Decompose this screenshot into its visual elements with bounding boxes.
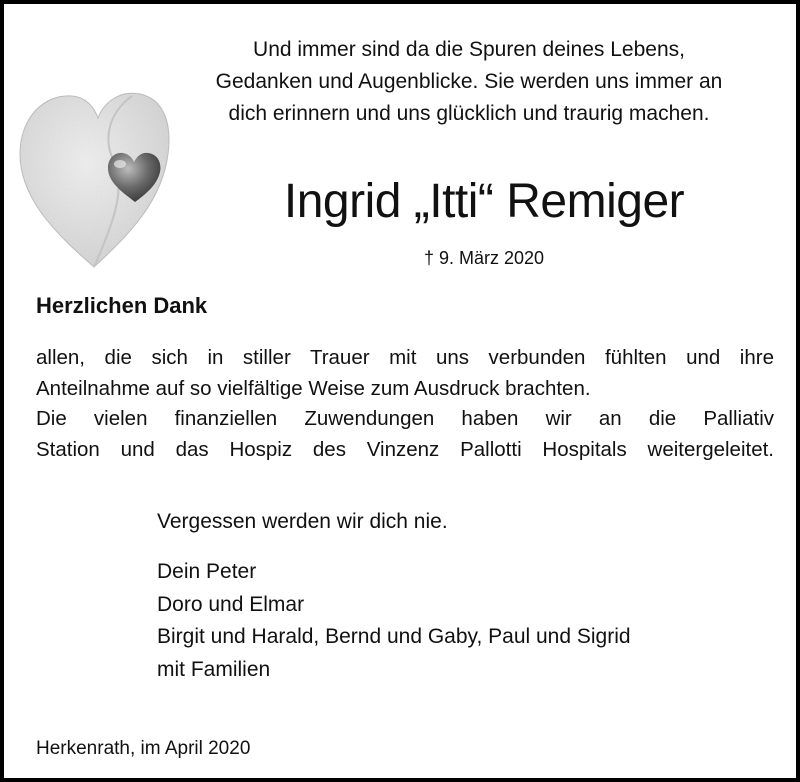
signature-line: Dein Peter	[157, 560, 257, 583]
thanks-line: Anteilnahme auf so vielfältige Weise zum Ausdruck brachten.	[36, 376, 591, 400]
thanks-line: Station und das Hospiz des Vinzenz Pallotti Hospitals weitergeleitet.	[36, 437, 774, 461]
quote-line: Und immer sind da die Spuren deines Lebens,	[253, 38, 685, 61]
signature-line: Birgit und Harald, Bernd und Gaby, Paul und Sigrid	[157, 625, 631, 648]
signatures	[157, 556, 631, 686]
closing-line: Vergessen werden wir dich nie.	[157, 510, 448, 533]
deceased-name: Ingrid „Itti“ Remiger	[283, 175, 685, 228]
signature-line: mit Familien	[157, 657, 271, 681]
place-date: Herkenrath, im April 2020	[36, 738, 251, 759]
quote-line: dich erinnern und uns glücklich und traurig machen.	[228, 102, 710, 125]
thanks-text	[36, 343, 774, 465]
heart-icon	[14, 82, 174, 272]
death-date: † 9. März 2020	[423, 248, 545, 268]
signature-line: Doro und Elmar	[157, 592, 305, 616]
memorial-quote	[184, 34, 754, 130]
thanks-line: allen, die sich in stiller Trauer mit uns verbunden fühlten und ihre	[36, 346, 774, 369]
quote-line: Gedanken und Augenblicke. Sie werden uns immer an	[215, 70, 723, 93]
thanks-heading: Herzlichen Dank	[36, 293, 208, 318]
thanks-line: Die vielen finanziellen Zuwendungen haben wir an die Palliativ	[36, 407, 774, 430]
